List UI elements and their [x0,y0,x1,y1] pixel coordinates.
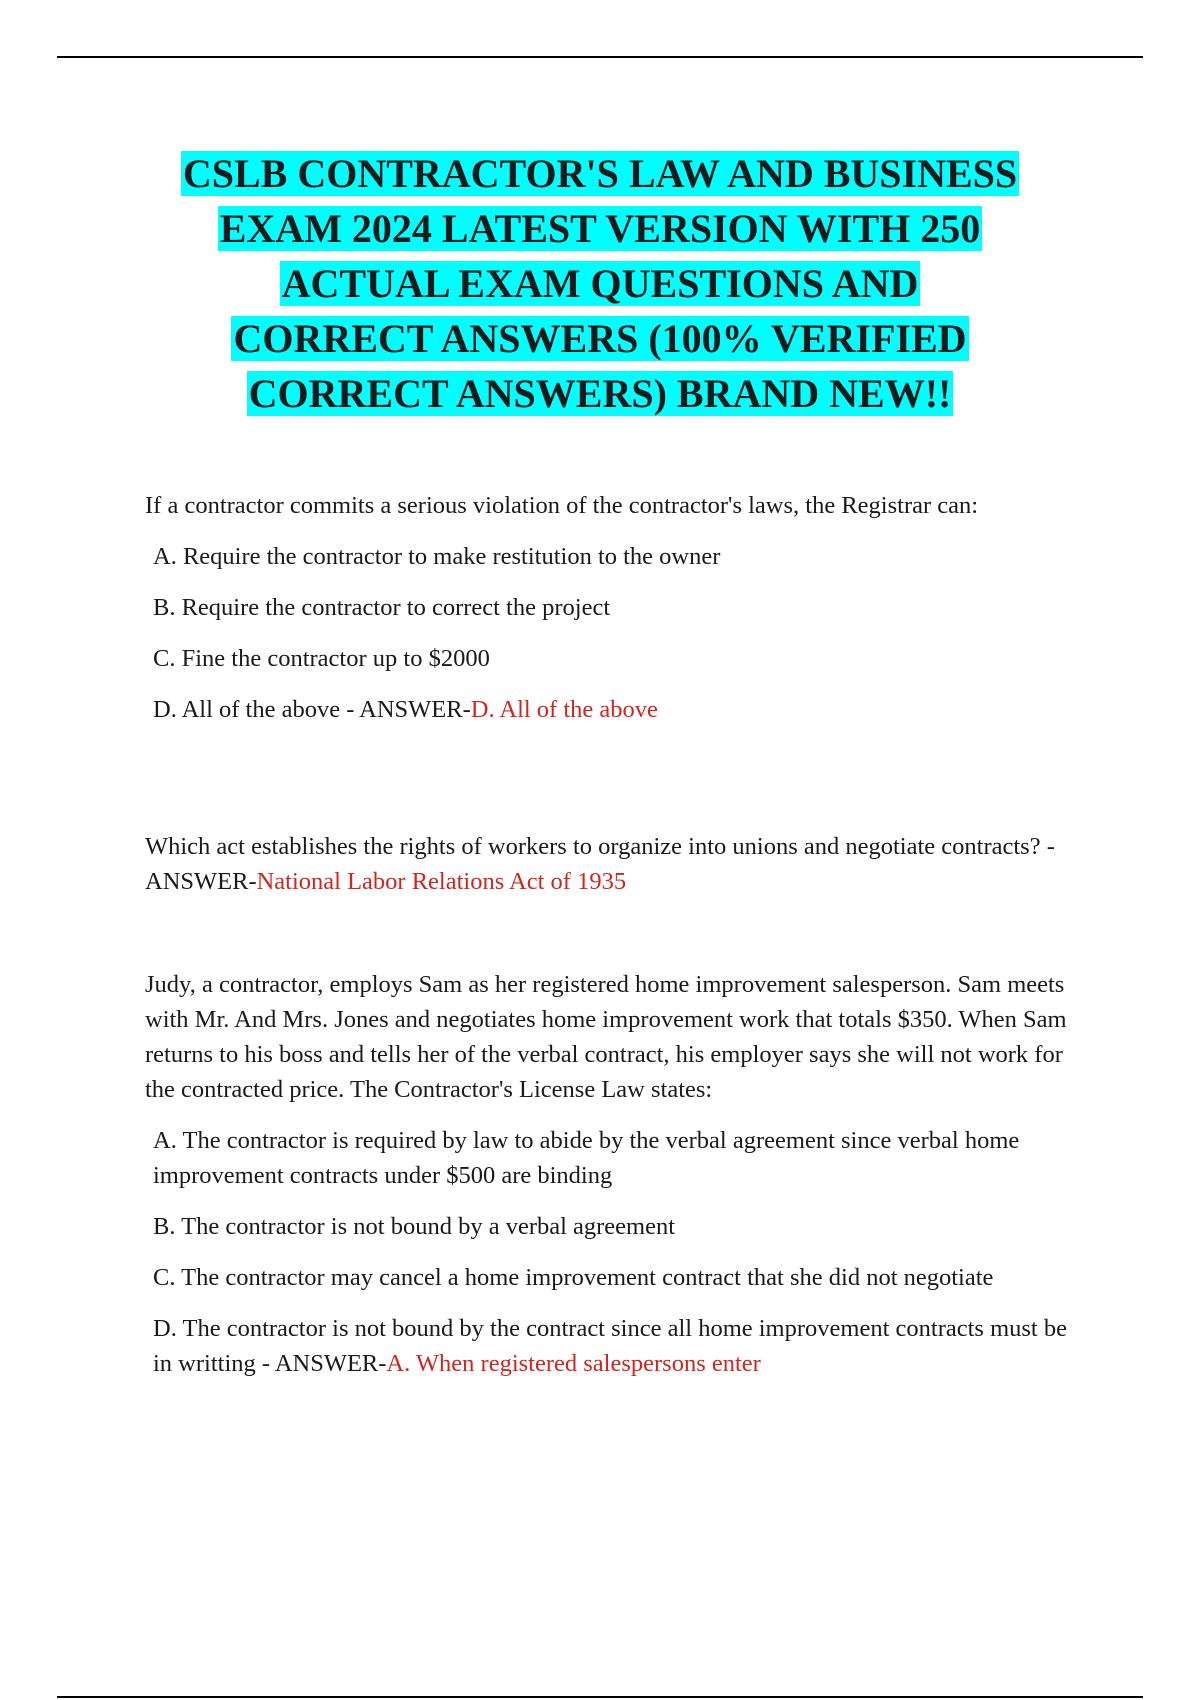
header-rule [57,56,1143,58]
title-line: ACTUAL EXAM QUESTIONS AND [281,261,919,306]
question-prompt: Judy, a contractor, employs Sam as her registered home improvement salesperson. Sam meets with Mr. And Mrs. Jones and negotiates home improvement work that totals $350. When Sam returns to his boss and tells her of the verbal contract, his employer says she will not work for the contracted price. The Contractor's License Law states: [145,971,1067,1103]
correct-answer: National Labor Relations Act of 1935 [256,868,627,895]
answer-option: B. Require the contractor to correct the project [153,594,611,621]
answer-option: A. Require the contractor to make restitution to the owner [153,543,721,570]
question-text: Which act establishes the rights of workers to organize into unions and negotiate contracts? - ANSWER- [145,833,1055,895]
title-line: EXAM 2024 LATEST VERSION WITH 250 [219,206,981,251]
answer-option [145,1311,1080,1381]
question-block [145,829,1080,899]
answer-option-text: D. All of the above - ANSWER- [153,696,471,723]
footer-rule [57,1696,1143,1698]
answer-option: C. Fine the contractor up to $2000 [153,645,490,672]
question-block [145,488,1080,727]
title-line: CORRECT ANSWERS) BRAND NEW!! [248,371,952,416]
title-line: CORRECT ANSWERS (100% VERIFIED [233,316,967,361]
correct-answer: D. All of the above [470,696,658,723]
answer-option-text: D. The contractor is not bound by the contract since all home improvement contracts must be in writting - ANSWER- [153,1315,1067,1377]
question-block [145,967,1080,1381]
answer-option: A. The contractor is required by law to abide by the verbal agreement since verbal home improvement contracts under $500 are binding [153,1127,1020,1189]
answer-option: B. The contractor is not bound by a verbal agreement [153,1213,676,1240]
correct-answer: A. When registered salespersons enter [386,1350,761,1377]
title-line: CSLB CONTRACTOR'S LAW AND BUSINESS [182,151,1018,196]
answer-option [145,692,1080,727]
question-prompt [145,829,1080,899]
document-title [80,146,1120,421]
question-prompt: If a contractor commits a serious violation of the contractor's laws, the Registrar can: [145,492,979,519]
answer-option: C. The contractor may cancel a home improvement contract that she did not negotiate [153,1264,994,1291]
